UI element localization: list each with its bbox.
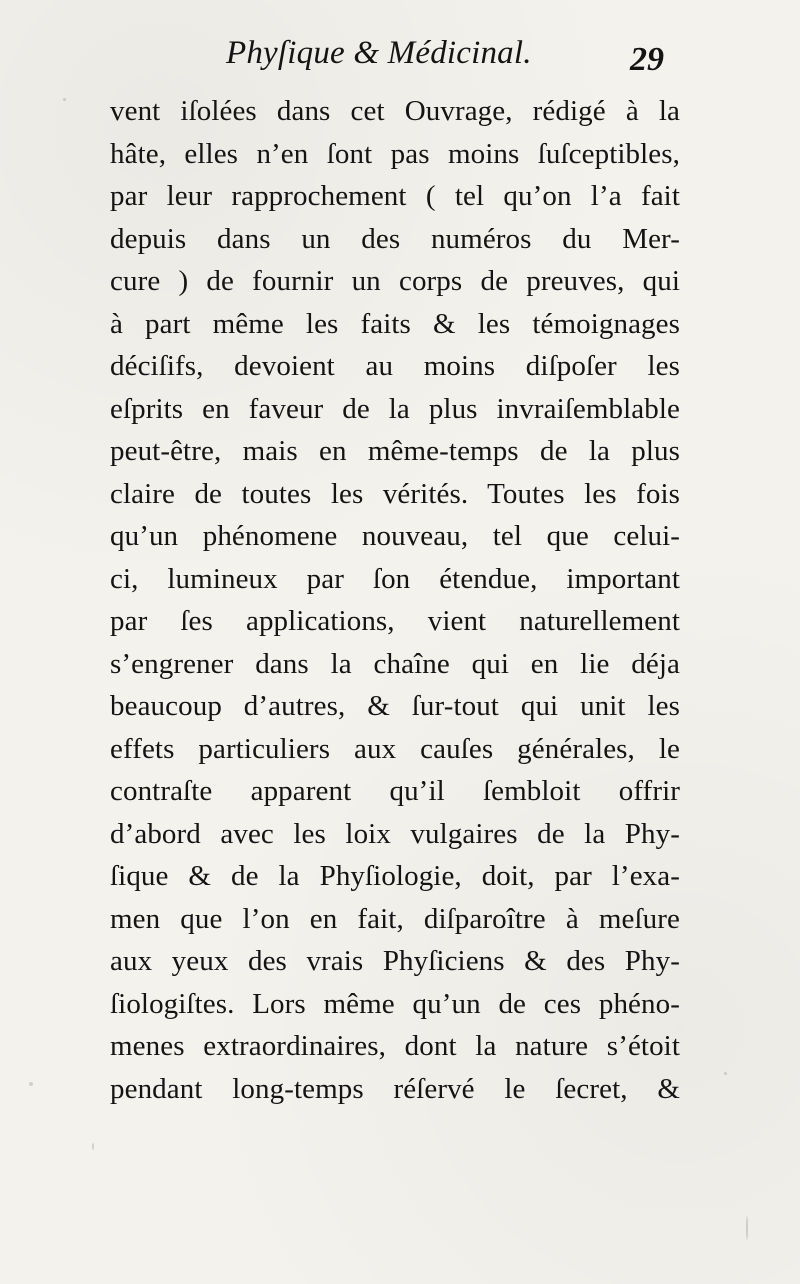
text-line: claire de toutes les vérités. Toutes les fois: [110, 477, 680, 510]
text-line: pendant long-temps réſervé le ſecret, &: [110, 1072, 680, 1105]
text-line: hâte, elles n’en ſont pas moins ſuſceptibles,: [110, 137, 680, 170]
text-line: depuis dans un des numéros du Mer-: [110, 222, 680, 255]
running-head: Phyſique & Médicinal.: [226, 35, 532, 71]
text-line: menes extraordinaires, dont la nature s’étoit: [110, 1030, 680, 1062]
text-line: men que l’on en fait, diſparoître à meſure: [110, 902, 680, 935]
text-line: ſique & de la Phyſiologie, doit, par l’exa-: [110, 860, 680, 892]
body-text: [110, 90, 680, 1110]
paper-speck: [29, 1082, 33, 1086]
paper-speck: [63, 98, 66, 101]
text-line: cure ) de fournir un corps de preuves, qui: [110, 265, 680, 297]
text-line: par leur rapprochement ( tel qu’on l’a fait: [110, 180, 680, 212]
text-line: s’engrener dans la chaîne qui en lie déja: [110, 647, 680, 680]
text-line: contraſte apparent qu’il ſembloit offrir: [110, 775, 680, 807]
text-line: eſprits en faveur de la plus invraiſemblable: [110, 392, 680, 425]
text-line: à part même les faits & les témoignages: [110, 307, 680, 340]
text-line: ſiologiſtes. Lors même qu’un de ces phéno-: [110, 987, 680, 1020]
text-line: ci, lumineux par ſon étendue, important: [110, 562, 680, 595]
page-header: [0, 35, 800, 83]
text-line: déciſifs, devoient au moins diſpoſer les: [110, 350, 680, 382]
text-line: peut-être, mais en même-temps de la plus: [110, 435, 680, 467]
text-line: qu’un phénomene nouveau, tel que celui-: [110, 520, 680, 552]
text-line: aux yeux des vrais Phyſiciens & des Phy-: [110, 945, 680, 977]
paper-speck: [746, 1216, 748, 1240]
text-line: vent iſolées dans cet Ouvrage, rédigé à la: [110, 95, 680, 127]
paper-speck: [92, 1143, 94, 1150]
page-number: 29: [630, 41, 664, 78]
text-line: beaucoup d’autres, & ſur-tout qui unit les: [110, 690, 680, 722]
text-line: effets particuliers aux cauſes générales, le: [110, 732, 680, 765]
text-line: par ſes applications, vient naturellement: [110, 605, 680, 637]
paper-speck: [724, 1072, 727, 1075]
text-line: d’abord avec les loix vulgaires de la Phy-: [110, 817, 680, 850]
